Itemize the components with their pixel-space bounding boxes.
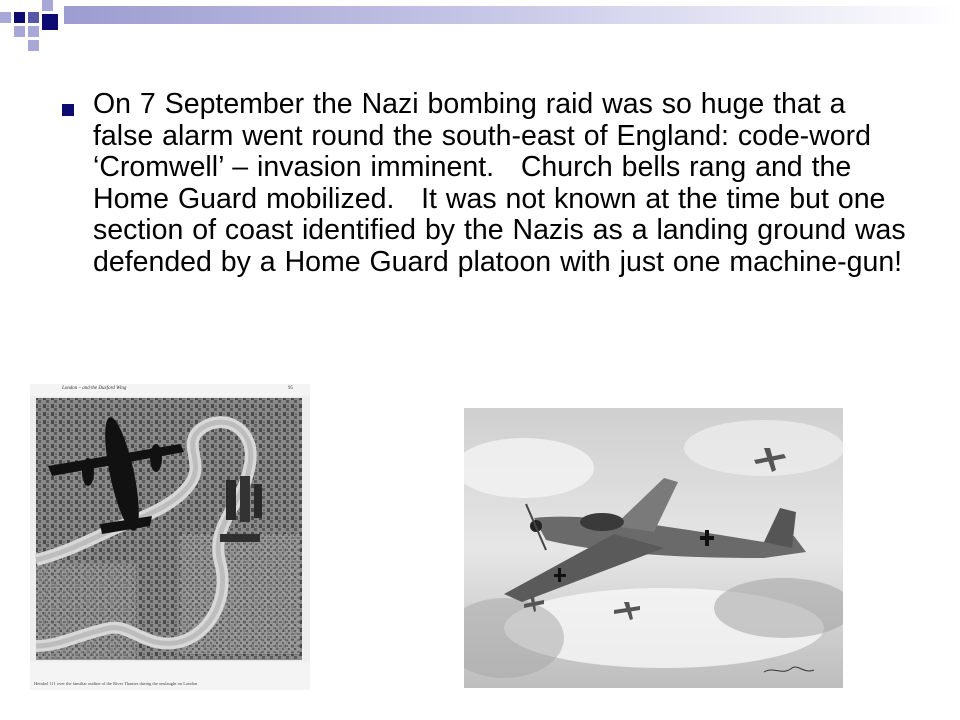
bullet-square-icon (62, 104, 74, 116)
title-bar-gradient (64, 6, 960, 24)
decorative-square-7 (28, 26, 39, 37)
decorative-square-1 (14, 12, 25, 23)
photo-page-number: 95 (288, 386, 293, 391)
decorative-square-2 (14, 26, 25, 37)
photo-header-caption: London – and the Duxford Wing (62, 386, 127, 391)
aerial-photo-london (30, 384, 310, 690)
decorative-square-3 (0, 12, 11, 23)
decorative-square-6 (42, 14, 58, 30)
decorative-square-5 (42, 0, 53, 11)
decorative-square-4 (28, 12, 39, 23)
bullet-text: On 7 September the Nazi bombing raid was so huge that a false alarm went round the south-east of England: code-word ‘Cromwell’ – invasion imminent. Church bells rang and the Home Guard mobilized. It was not known at the time but one section of coast identified by the Nazis as a landing ground was defended by a Home Guard platoon with just one machine-gun! (93, 88, 906, 278)
fighter-plane-drawing (464, 408, 843, 688)
decorative-square-8 (28, 40, 39, 51)
photo-footer-caption: Heinkel 111 over the familiar outline of the River Thames during the onslaught on London (34, 681, 198, 686)
